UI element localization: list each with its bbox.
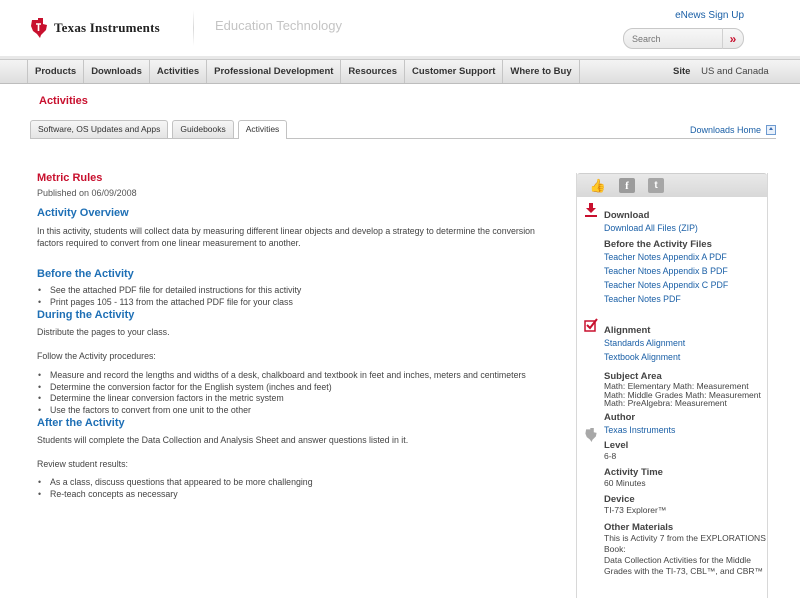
file-link-appendix-a[interactable]: Teacher Notes Appendix A PDF — [604, 252, 727, 262]
other-materials-line: This is Activity 7 from the EXPLORATIONS — [604, 532, 766, 543]
share-bar — [577, 173, 767, 197]
nav-item-activities[interactable]: Activities — [150, 60, 207, 83]
list-item: • Use the factors to convert from one unit to the other — [37, 405, 557, 417]
before-list — [37, 285, 557, 308]
nav-item-resources[interactable]: Resources — [341, 60, 405, 83]
like-icon[interactable]: 👍 — [589, 177, 607, 193]
main-nav — [0, 59, 800, 84]
home-icon[interactable] — [766, 125, 776, 135]
other-materials-line: Data Collection Activities for the Middle — [604, 554, 751, 565]
header-divider — [193, 10, 194, 46]
enews-signup-link[interactable]: eNews Sign Up — [675, 10, 744, 21]
search-box — [623, 28, 744, 49]
after-heading: After the Activity — [37, 417, 125, 429]
before-heading: Before the Activity — [37, 268, 134, 280]
section-title: Education Technology — [215, 18, 342, 33]
nav-item-professional-development[interactable]: Professional Development — [207, 60, 341, 83]
site-header — [0, 0, 800, 58]
ti-map-icon — [30, 18, 48, 38]
tab-underline — [30, 138, 776, 139]
author-link[interactable]: Texas Instruments — [604, 424, 676, 435]
nav-item-where-to-buy[interactable]: Where to Buy — [503, 60, 579, 83]
nav-item-products[interactable]: Products — [27, 60, 84, 83]
before-files-heading: Before the Activity Files — [604, 239, 712, 250]
activity-time-value: 60 Minutes — [604, 477, 646, 488]
list-item: • As a class, discuss questions that appeared to be more challenging — [37, 477, 557, 489]
downloads-home-label[interactable]: Downloads Home — [690, 125, 762, 135]
other-materials-line: Grades with the TI-73, CBL™, and CBR™ — [604, 565, 764, 576]
subject-item: Math: Middle Grades Math: Measurement — [604, 389, 761, 400]
facebook-icon[interactable]: f — [619, 178, 635, 193]
tab-software[interactable]: Software, OS Updates and Apps — [30, 120, 168, 138]
site-selector[interactable] — [673, 60, 769, 83]
site-value[interactable]: US and Canada — [701, 66, 769, 77]
twitter-icon[interactable]: t — [648, 178, 664, 193]
site-label: Site — [673, 66, 691, 77]
nav-item-downloads[interactable]: Downloads — [84, 60, 150, 83]
ti-author-icon — [584, 428, 598, 444]
other-materials-heading: Other Materials — [604, 521, 674, 533]
download-heading: Download — [604, 210, 650, 221]
activity-title: Metric Rules — [37, 172, 103, 184]
download-icon — [584, 203, 598, 220]
download-all-link[interactable]: Download All Files (ZIP) — [604, 223, 698, 233]
activity-content — [37, 172, 557, 500]
search-input[interactable] — [624, 29, 724, 48]
nav-item-customer-support[interactable]: Customer Support — [405, 60, 503, 83]
standards-alignment-link[interactable]: Standards Alignment — [604, 338, 686, 348]
textbook-alignment-link[interactable]: Textbook Alignment — [604, 352, 681, 362]
during-heading: During the Activity — [37, 309, 135, 321]
after-list — [37, 477, 557, 500]
during-list — [37, 370, 557, 416]
author-heading: Author — [604, 411, 636, 423]
tab-activities[interactable]: Activities — [238, 120, 288, 139]
checkbox-check-icon — [584, 318, 598, 334]
page-title: Activities — [39, 95, 88, 107]
device-heading: Device — [604, 493, 635, 505]
downloads-home-link[interactable] — [690, 125, 776, 135]
after-text-2: Review student results: — [37, 459, 128, 469]
device-value: TI-73 Explorer™ — [604, 504, 667, 515]
tab-guidebooks[interactable]: Guidebooks — [172, 120, 233, 138]
level-value: 6-8 — [604, 450, 617, 461]
list-item: • See the attached PDF file for detailed instructions for this activity — [37, 285, 557, 297]
subject-item: Math: Elementary Math: Measurement — [604, 381, 749, 391]
activity-time-heading: Activity Time — [604, 466, 663, 478]
other-materials-line: Book: — [604, 543, 626, 554]
after-text-1: Students will complete the Data Collection and Analysis Sheet and answer questions listed in it. — [37, 435, 409, 445]
list-item: • Determine the linear conversion factors in the metric system — [37, 393, 557, 405]
alignment-heading: Alignment — [604, 325, 651, 336]
download-section — [604, 210, 728, 306]
list-item: • Re-teach concepts as necessary — [37, 489, 557, 501]
subject-area-heading: Subject Area — [604, 371, 662, 382]
during-text-2: Follow the Activity procedures: — [37, 351, 156, 361]
list-item: • Print pages 105 - 113 from the attached PDF file for your class — [37, 297, 557, 309]
overview-heading: Activity Overview — [37, 207, 129, 219]
published-date: Published on 06/09/2008 — [37, 188, 137, 198]
search-go-button[interactable]: » — [722, 28, 743, 49]
activity-sidebar — [576, 173, 768, 598]
level-heading: Level — [604, 439, 629, 451]
during-text-1: Distribute the pages to your class. — [37, 327, 170, 337]
file-link-teacher-notes[interactable]: Teacher Notes PDF — [604, 294, 681, 304]
file-link-appendix-c[interactable]: Teacher Notes Appendix C PDF — [604, 280, 729, 290]
list-item: • Determine the conversion factor for the English system (inches and feet) — [37, 382, 557, 394]
list-item: • Measure and record the lengths and widths of a desk, chalkboard and textbook in feet and inches, meters and centimeters — [37, 370, 557, 382]
file-link-appendix-b[interactable]: Teacher Ntoes Appendix B PDF — [604, 266, 728, 276]
brand-name: Texas Instruments — [54, 20, 160, 35]
subject-item: Math: PreAlgebra: Measurement — [604, 398, 727, 408]
download-tabs — [30, 120, 291, 139]
ti-logo[interactable] — [30, 18, 160, 38]
overview-text: In this activity, students will collect data by measuring different linear objects and develop a strategy to determine the conversion factors required to convert from one linear measurement to another. — [37, 226, 535, 248]
alignment-section — [604, 325, 766, 577]
